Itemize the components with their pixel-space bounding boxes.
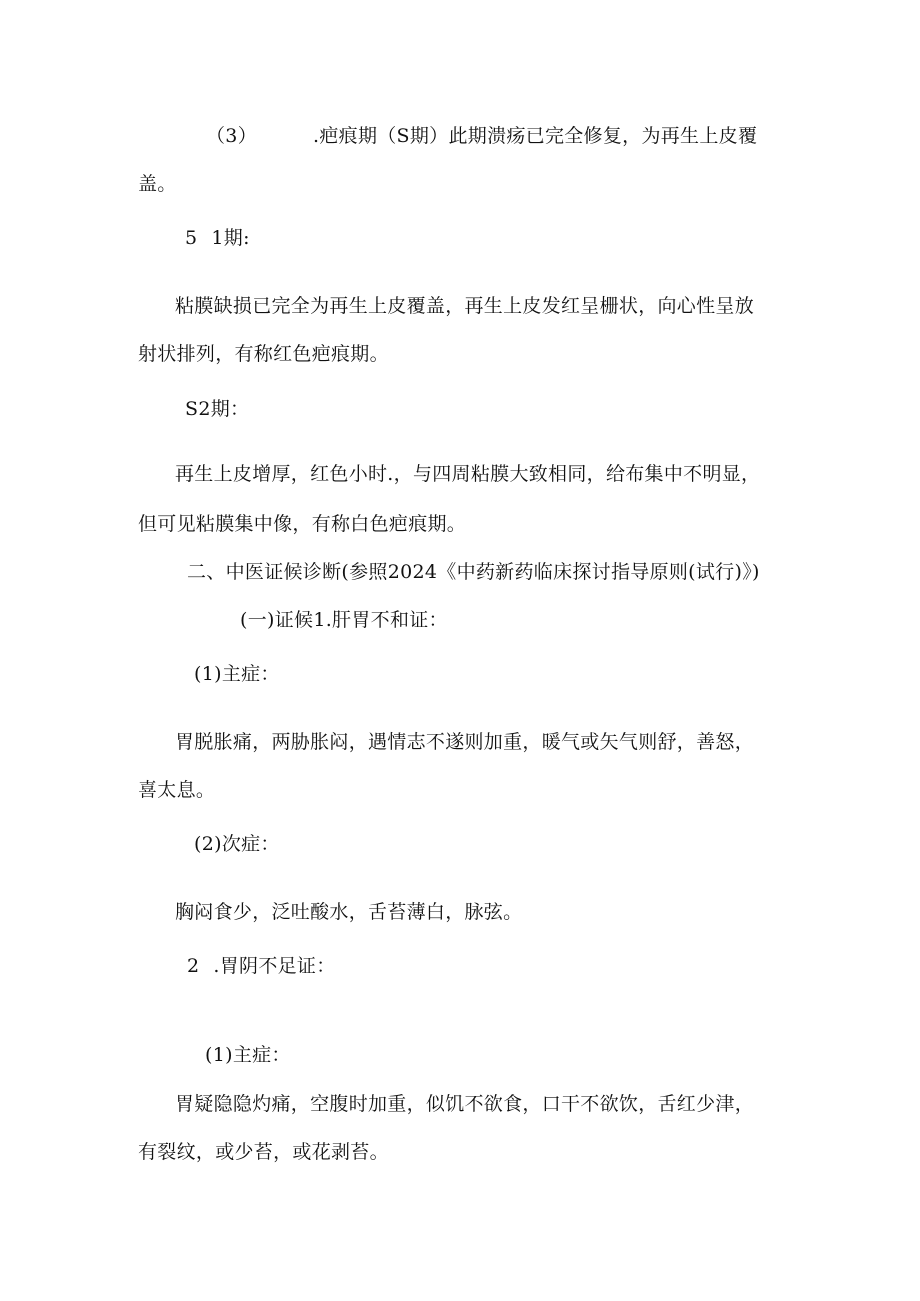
s2-paragraph-line2: 但可见粘膜集中像，有称白色疤痕期。 (138, 513, 467, 535)
s2-heading: S2期： (185, 398, 250, 420)
tcm-section-heading: 二、中医证候诊断(参照2024《中药新药临床探讨指导原则(试行)》) (187, 561, 760, 583)
s1-paragraph-line2: 射状排列，有称红色疤痕期。 (138, 343, 389, 365)
main-symptom-line2: 喜太息。 (138, 779, 216, 801)
syndrome2-label: .胃阴不足证： (213, 955, 336, 977)
minor-symptom-label: (2)次症： (194, 833, 280, 855)
main2-symptom-line1: 胃疑隐隐灼痛，空腹时加重，似饥不欲食，口干不欲饮，舌红少津， (175, 1093, 755, 1115)
main-symptom-line1: 胃脱胀痛，两胁胀闷，遇情志不遂则加重，暖气或矢气则舒，善怒， (175, 731, 755, 753)
syndrome2-heading (187, 954, 336, 978)
main2-symptom-label: (1)主症： (205, 1044, 291, 1066)
s1-heading-number: 5 (185, 227, 198, 249)
s2-paragraph-line1: 再生上皮增厚，红色小时.，与四周粘膜大致相同，给布集中不明显， (175, 463, 761, 485)
main2-symptom-line2: 有裂纹，或少苔，或花剥苔。 (138, 1141, 389, 1163)
section-s-number: （3） (206, 125, 257, 147)
section-s-text: .疤痕期（S期）此期溃疡已完全修复，为再生上皮覆 (313, 125, 758, 147)
s1-paragraph-line1: 粘膜缺损已完全为再生上皮覆盖，再生上皮发红呈栅状，向心性呈放 (175, 295, 755, 317)
section-s-line2: 盖。 (138, 173, 177, 195)
syndrome2-number: 2 (187, 955, 200, 977)
section-s-line1 (206, 124, 757, 148)
s1-heading (185, 226, 250, 250)
minor-symptom-line: 胸闷食少，泛吐酸水，舌苔薄白，脉弦。 (175, 901, 523, 923)
tcm-subheading: (一)证候1.肝胃不和证： (240, 609, 448, 631)
s1-heading-label: 1期: (211, 227, 250, 249)
main-symptom-label: (1)主症： (194, 663, 280, 685)
